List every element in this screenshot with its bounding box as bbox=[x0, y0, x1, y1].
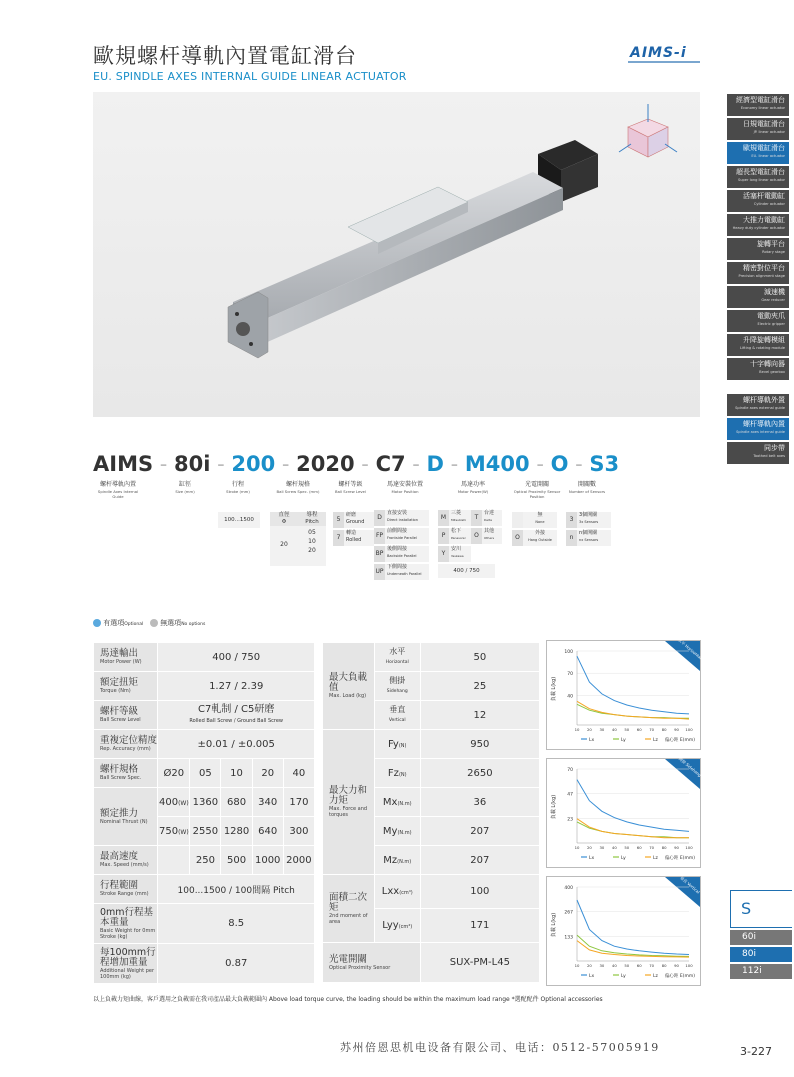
y-tick-label: 100 bbox=[564, 650, 573, 655]
row-label: 馬達輸出 Motor Power (W) bbox=[94, 643, 158, 672]
y-tick-label: 40 bbox=[567, 694, 573, 700]
legend-label: Ly bbox=[621, 738, 626, 743]
pn-label: 缸徑 Size (mm) bbox=[175, 481, 195, 494]
sidebar-item[interactable]: 減速機 Gear reducer bbox=[727, 286, 789, 308]
x-axis-label: 偏心距 E(mm) bbox=[664, 856, 695, 861]
x-tick-label: 90 bbox=[674, 963, 679, 968]
pn-screw: 2020 bbox=[296, 452, 355, 476]
variant-tab[interactable]: 112i bbox=[730, 964, 792, 979]
spec-table-right: 最大負載值 Max. Load (kg) 水平 Horizontal 50 側掛 Sidehang 25 垂直 Vertical 12 最大力和力矩 Max. Force and torques Fy(N) 950 Fz(N) 2650 Mx(N.m) 36 My(N.m) 207 Mz(N.m) 207 面積二次矩 2nd moment of area Lxx(cm⁴) 100 Lyy(cm⁴) 171 光電開關 Optical Proximity Sensor SUX-PM-L45 bbox=[322, 642, 540, 983]
screw-option: 直徑 Φ 導程 Pitch 20 05 10 20 bbox=[270, 512, 326, 566]
sidebar-item[interactable]: 經濟型電缸滑台 Economy linear actuator bbox=[727, 94, 789, 116]
sidebar-item-active[interactable]: 歐規電缸滑台 EU. linear actuator bbox=[727, 142, 789, 164]
x-tick-label: 20 bbox=[587, 727, 592, 732]
sensor-options: 無 None O 外接 Hang Outside bbox=[512, 512, 562, 546]
pn-motor-pos: D bbox=[426, 452, 444, 476]
x-tick-label: 90 bbox=[674, 727, 679, 732]
series-line-Lx bbox=[577, 900, 689, 955]
x-tick-label: 90 bbox=[674, 845, 679, 850]
logo-underline bbox=[628, 61, 700, 63]
series-line-Lx bbox=[577, 780, 689, 832]
stroke-option: 100...1500 bbox=[218, 512, 260, 528]
pn-label: 行程 Stroke (mm) bbox=[226, 481, 250, 494]
chart-tag-label: 側掛 Sidehang bbox=[677, 755, 703, 778]
x-tick-label: 20 bbox=[587, 963, 592, 968]
legend-label: Lx bbox=[589, 738, 595, 743]
chart-tag-label: 垂直 Vertical bbox=[679, 875, 701, 895]
sensor-num-options: 3 3個開關 3x Sensors n n個開關 nx Sensors bbox=[566, 512, 616, 546]
sidebar-item[interactable]: 超長型電缸滑台 Super long linear actuator bbox=[727, 166, 789, 188]
legend-label: Ly bbox=[621, 974, 626, 979]
no-option-dot-icon bbox=[150, 619, 158, 627]
series-line-Lz bbox=[577, 701, 689, 719]
x-tick-label: 50 bbox=[624, 727, 630, 732]
pn-label: 馬達功率 Motor Power(W) bbox=[457, 481, 489, 494]
x-tick-label: 30 bbox=[599, 963, 605, 968]
legend-label: Ly bbox=[621, 856, 626, 861]
motor-pos-options: D 直接安裝 Direct installation FP 前側間接 Frontside Parallel BP 後側間接 Backside Parallel UP 下側間接 Underneath Parallel bbox=[374, 510, 434, 580]
page-subtitle: EU. SPINDLE AXES INTERNAL GUIDE LINEAR ACTUATOR bbox=[93, 70, 407, 83]
x-tick-label: 100 bbox=[685, 727, 693, 732]
pn-label: 馬達安裝位置 Motor Position bbox=[386, 481, 423, 494]
sidebar-item[interactable]: 螺杆導軌外置 Spindle axes external guide bbox=[727, 394, 789, 416]
legend-label: Lz bbox=[653, 974, 658, 979]
pn-label: 螺杆等級 Ball Screw Level bbox=[335, 481, 366, 494]
pn-sensor-num: S3 bbox=[589, 452, 620, 476]
optional-dot-icon bbox=[93, 619, 101, 627]
y-tick-label: 70 bbox=[567, 672, 573, 678]
brand-logo: AIMS-i bbox=[630, 45, 687, 61]
x-axis-label: 偏心距 E(mm) bbox=[664, 974, 695, 979]
sidebar-item[interactable]: 日規電缸滑台 JP. linear actuator bbox=[727, 118, 789, 140]
y-tick-label: 70 bbox=[567, 768, 573, 773]
x-tick-label: 10 bbox=[574, 727, 580, 732]
pn-label: 螺杆規格 Ball Screw Spec. (mm) bbox=[276, 481, 320, 494]
y-tick-label: 267 bbox=[564, 910, 573, 916]
x-tick-label: 70 bbox=[649, 963, 655, 968]
sidebar-item[interactable]: 十字轉向器 Bevel gearbox bbox=[727, 358, 789, 380]
legend-label: Lx bbox=[589, 856, 595, 861]
x-tick-label: 50 bbox=[624, 963, 630, 968]
load-chart-vertical bbox=[546, 876, 701, 986]
x-tick-label: 10 bbox=[574, 963, 580, 968]
x-tick-label: 60 bbox=[636, 963, 642, 968]
x-tick-label: 50 bbox=[624, 845, 630, 850]
series-line-Lz bbox=[577, 819, 689, 838]
x-tick-label: 10 bbox=[574, 845, 580, 850]
variant-tab[interactable]: 60i bbox=[730, 930, 792, 945]
y-tick-label: 400 bbox=[564, 886, 573, 891]
page-title: 歐規螺杆導軌內置電缸滑台 bbox=[93, 44, 357, 68]
x-tick-label: 100 bbox=[685, 845, 693, 850]
legend-label: Lz bbox=[653, 856, 658, 861]
series-tab: S bbox=[730, 890, 792, 928]
x-tick-label: 40 bbox=[611, 727, 617, 732]
pn-label: 開關數 Number of Sensors bbox=[568, 481, 606, 494]
y-axis-label: 負載 L(kg) bbox=[551, 794, 557, 820]
pn-stroke: 200 bbox=[231, 452, 276, 476]
load-chart-sidehang bbox=[546, 755, 703, 868]
pn-label: 螺杆導軌內置 Spindle Axes Internal Guide bbox=[97, 481, 139, 499]
level-options: 5 研磨 Ground 7 轉造 Rolled bbox=[333, 512, 375, 546]
x-axis-label: 偏心距 E(mm) bbox=[664, 738, 695, 743]
x-tick-label: 40 bbox=[611, 845, 617, 850]
sidebar-item[interactable]: 大推力電動缸 Heavy duty cylinder actuator bbox=[727, 214, 789, 236]
series-line-Ly bbox=[577, 935, 689, 956]
part-number: AIMS - 80i - 200 - 2020 - C7 - D - M400 - O - S3 bbox=[93, 452, 620, 476]
x-tick-label: 20 bbox=[587, 845, 592, 850]
legend-label: Lz bbox=[653, 738, 658, 743]
sidebar-item[interactable]: 電動夾爪 Electric gripper bbox=[727, 310, 789, 332]
pn-label: 光電開關 Optical Proximity Sensor Position bbox=[513, 481, 561, 499]
sidebar-item[interactable]: 同步帶 Toothed belt axes bbox=[727, 442, 789, 464]
motor-options: M 三菱 Mitsubishi T 台達 Delta P 松下 Panasonic O 其他 Others Y 安川 Yaskawa 400 / 750 bbox=[438, 510, 508, 578]
pn-sensor: O bbox=[550, 452, 569, 476]
series-line-Lx bbox=[577, 656, 689, 714]
x-tick-label: 30 bbox=[599, 845, 605, 850]
axis-cube-icon bbox=[619, 104, 677, 157]
company-info: 苏州倍恩思机电设备有限公司、电话：0512-57005919 bbox=[340, 1041, 660, 1054]
options-legend: 有選項Optional 無選項No options bbox=[93, 618, 205, 628]
x-tick-label: 80 bbox=[661, 963, 667, 968]
chart-tag-label: 水平 Horizontal bbox=[676, 637, 703, 661]
page-number: 3-227 bbox=[740, 1045, 772, 1058]
pn-series: AIMS bbox=[93, 452, 154, 476]
pn-size: 80i bbox=[174, 452, 211, 476]
sidebar-item[interactable]: 旋轉平台 Rotary stage bbox=[727, 238, 789, 260]
x-tick-label: 60 bbox=[636, 845, 642, 850]
footnote: 以上負載力矩曲線，客戶選用之負載需在我司產品最大負載範圍內 Above load torque curve, the loading should be within the maximum load range *選配配件 Optional accessories bbox=[93, 996, 603, 1003]
y-tick-label: 23 bbox=[567, 817, 573, 823]
actuator-illustration bbox=[93, 92, 700, 417]
sidebar-item[interactable]: 精密對位平台 Precision alignment stage bbox=[727, 262, 789, 284]
sidebar bbox=[727, 94, 789, 466]
x-tick-label: 80 bbox=[661, 845, 667, 850]
pn-motor: M400 bbox=[464, 452, 530, 476]
x-tick-label: 40 bbox=[611, 963, 617, 968]
x-tick-label: 70 bbox=[649, 727, 655, 732]
sidebar-item[interactable]: 活塞杆電動缸 Cylinder actuator bbox=[727, 190, 789, 212]
x-tick-label: 60 bbox=[636, 727, 642, 732]
sidebar-item[interactable]: 升降旋轉模組 Lifting & rotating module bbox=[727, 334, 789, 356]
x-tick-label: 80 bbox=[661, 727, 667, 732]
x-tick-label: 30 bbox=[599, 727, 605, 732]
pn-level: C7 bbox=[375, 452, 406, 476]
product-photo bbox=[93, 92, 700, 417]
sidebar-item-active[interactable]: 螺杆導軌內置 Spindle axes internal guide bbox=[727, 418, 789, 440]
y-tick-label: 133 bbox=[564, 935, 573, 941]
y-tick-label: 47 bbox=[567, 792, 573, 798]
load-chart-horizontal bbox=[546, 637, 703, 750]
legend-label: Lx bbox=[589, 974, 595, 979]
x-tick-label: 70 bbox=[649, 845, 655, 850]
y-axis-label: 負載 L(kg) bbox=[551, 676, 557, 702]
variant-tab-active[interactable]: 80i bbox=[730, 947, 792, 962]
x-tick-label: 100 bbox=[685, 963, 693, 968]
spec-table-left: 馬達輸出 Motor Power (W) 400 / 750 額定扭矩 Torque (Nm) 1.27 / 2.39 螺杆等級 Ball Screw Level C7軋制 / C5研磨 Rolled Ball Screw / Ground Ball Screw 重複定位精度 Rep. Accuracy (mm) ±0.01 / ±0.005 螺杆規格 Ball Screw Spec. Ø20 05 10 20 40 額定推力 Nominal Thrust (N) 400(W) 1360 680 340 170 750(W) 2550 1280 640 300 最高速度 Max. Speed (mm/s) 250 500 1000 2000 行程範圍 Stroke Range (mm) 100...1500 / 100間隔 Pitch 0mm行程基本重量 Basic Weight for 0mm Stroke (kg) 8.5 每100mm行程增加重量 Additional Weight per 100mm (kg) 0.87 bbox=[93, 642, 315, 984]
y-axis-label: 負載 L(kg) bbox=[551, 912, 557, 938]
